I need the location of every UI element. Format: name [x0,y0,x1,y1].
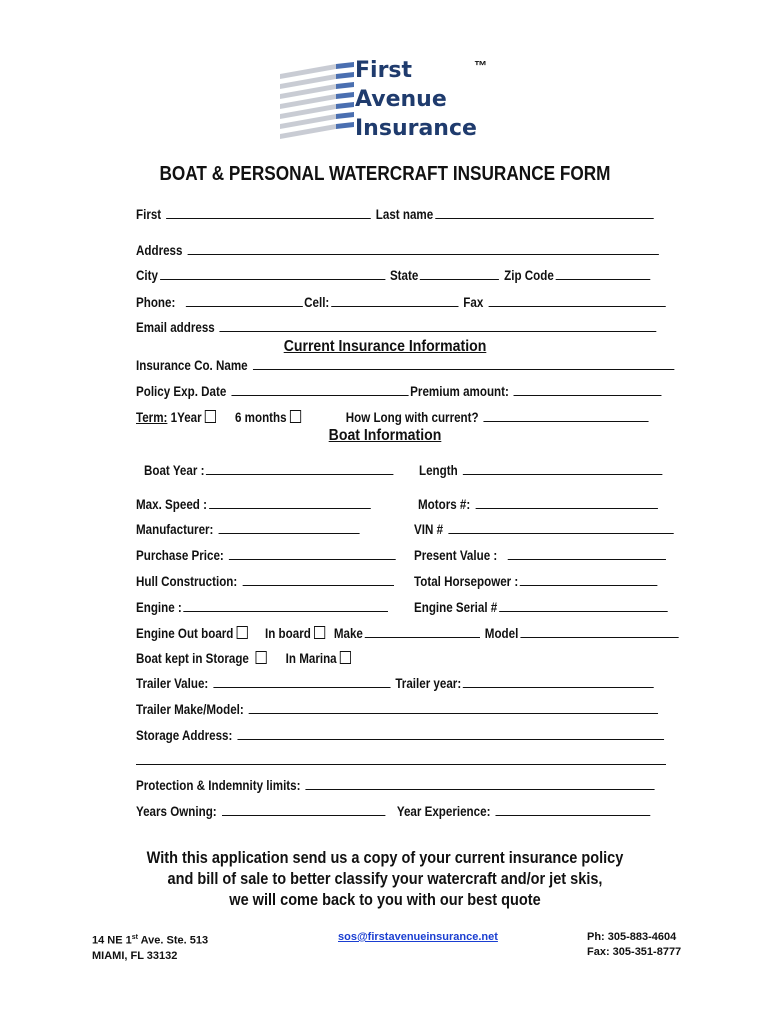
footer-address [92,930,208,964]
fax-number: Fax: 305-351-8777 [587,946,682,958]
one-year-checkbox[interactable] [205,410,216,423]
present-value-field[interactable] [507,558,665,560]
manufacturer-field[interactable] [218,532,359,534]
email-link[interactable]: sos@firstavenueinsurance.net [338,931,498,943]
address-label: Address [136,243,183,258]
fax-label: Fax [463,295,484,310]
zip-label: Zip Code [504,268,554,283]
boat-information-heading: Boat Information [328,427,442,444]
phone-field[interactable] [185,305,302,307]
protection-field[interactable] [305,788,654,790]
hull-row [136,574,395,589]
boat-year-label: Boat Year : [144,463,205,478]
address-city: MIAMI, FL 33132 [92,949,178,962]
length-field[interactable] [463,473,663,475]
term-label: Term: [136,410,168,425]
state-label: State [389,268,419,283]
six-months-checkbox[interactable] [290,410,301,423]
cell-field[interactable] [331,305,458,307]
trailer-make-field[interactable] [249,712,658,714]
length-label: Length [419,463,458,478]
boat-year-row [144,463,395,478]
phone-number: Ph: 305-883-4604 [587,931,677,943]
storage-address-field[interactable] [237,738,664,740]
trailer-make-label: Trailer Make/Model: [136,702,244,717]
name-row [136,207,655,222]
application-note [46,848,724,911]
boat-year-field[interactable] [206,473,393,475]
note-line-1: With this application send us a copy of your current insurance policy [146,849,624,867]
in-marina-label: In Marina [285,651,337,666]
cell-label: Cell: [304,295,330,310]
address-row [136,243,660,258]
footer-email [338,930,498,945]
current-insurance-heading: Current Insurance Information [283,338,487,355]
max-speed-field[interactable] [209,507,371,509]
note-line-2: and bill of sale to better classify your watercraft and/or jet skis, [167,870,603,888]
engine-row [136,600,390,615]
motors-row [418,497,659,512]
present-value-label: Present Value : [414,548,498,563]
vin-label: VIN # [414,522,444,537]
engine-outboard-checkbox[interactable] [237,626,248,639]
premium-field[interactable] [514,394,662,396]
zip-field[interactable] [556,278,651,280]
vin-field[interactable] [448,532,673,534]
years-owning-label: Years Owning: [136,804,217,819]
model-field[interactable] [520,636,678,638]
logo-line-first: First [355,58,413,83]
address-street: Ave. Ste. 513 [137,934,209,947]
max-speed-label: Max. Speed : [136,497,207,512]
trailer-make-row [136,702,660,717]
vin-row [414,522,675,537]
insurance-company-label: Insurance Co. Name [136,358,248,373]
horsepower-field[interactable] [520,584,658,586]
email-label: Email address [136,320,215,335]
email-row [136,320,658,335]
first-name-label: First [136,207,162,222]
storage-row [136,651,351,666]
note-line-3: we will come back to you with our best quote [229,891,541,909]
address-field[interactable] [187,253,658,255]
motors-field[interactable] [475,507,657,509]
engine-label: Engine : [136,600,182,615]
one-year-label: 1Year [170,410,202,425]
address-ordinal: st [131,934,138,941]
policy-exp-label: Policy Exp. Date [136,384,227,399]
six-months-label: 6 months [234,410,287,425]
trailer-year-field[interactable] [463,686,654,688]
max-speed-row [136,497,372,512]
engine-serial-field[interactable] [499,610,668,612]
purchase-price-label: Purchase Price: [136,548,224,563]
phone-row [136,295,667,310]
first-name-field[interactable] [166,217,371,219]
how-long-label: How Long with current? [345,410,479,425]
hull-field[interactable] [242,584,393,586]
how-long-field[interactable] [484,420,649,422]
logo-line-avenue: Avenue [355,87,447,112]
present-value-row [414,548,667,563]
motors-label: Motors #: [418,497,471,512]
years-owning-row [136,804,652,819]
engine-outboard-label: Engine Out board [136,626,234,641]
footer-contact [587,930,681,960]
model-label: Model [484,626,519,641]
policy-row [136,384,663,399]
kept-storage-label: Boat kept in Storage [136,651,249,666]
year-experience-label: Year Experience: [396,804,491,819]
city-row [136,268,652,283]
company-logo [270,52,510,144]
purchase-price-row [136,548,397,563]
length-row [419,463,664,478]
city-field[interactable] [160,278,385,280]
trademark-symbol: ™ [474,58,487,73]
policy-exp-field[interactable] [231,394,408,396]
horsepower-label: Total Horsepower : [414,574,519,589]
year-experience-field[interactable] [495,814,650,816]
in-board-label: In board [265,626,311,641]
last-name-label: Last name [375,207,434,222]
trailer-value-field[interactable] [213,686,390,688]
make-field[interactable] [365,636,480,638]
insurance-company-field[interactable] [253,368,674,370]
building-stripes-icon [276,60,362,140]
logo-text [355,56,477,143]
engine-serial-label: Engine Serial # [414,600,498,615]
insurance-company-row [136,358,676,373]
address-number: 14 NE 1 [92,934,132,947]
trailer-year-label: Trailer year: [395,676,462,691]
term-row [136,410,650,425]
manufacturer-row [136,522,361,537]
protection-row [136,778,656,793]
storage-address-label: Storage Address: [136,728,233,743]
years-owning-field[interactable] [222,814,385,816]
premium-label: Premium amount: [410,384,509,399]
phone-label: Phone: [136,295,176,310]
city-label: City [136,268,158,283]
trailer-value-label: Trailer Value: [136,676,209,691]
make-label: Make [333,626,363,641]
engine-type-row [136,626,680,641]
logo-line-insurance: Insurance [355,116,477,141]
hull-label: Hull Construction: [136,574,238,589]
form-title: BOAT & PERSONAL WATERCRAFT INSURANCE FORM [159,163,611,185]
email-field[interactable] [220,330,657,332]
purchase-price-field[interactable] [229,558,396,560]
engine-field[interactable] [184,610,389,612]
engine-serial-row [414,600,669,615]
trailer-row [136,676,656,691]
horsepower-row [414,574,659,589]
in-board-checkbox[interactable] [314,626,325,639]
state-field[interactable] [420,278,499,280]
last-name-field[interactable] [435,217,653,219]
fax-field[interactable] [488,305,665,307]
manufacturer-label: Manufacturer: [136,522,214,537]
protection-label: Protection & Indemnity limits: [136,778,301,793]
kept-storage-checkbox[interactable] [256,651,267,664]
in-marina-checkbox[interactable] [340,651,351,664]
storage-address-line-2[interactable] [136,764,666,765]
storage-address-row [136,728,666,743]
